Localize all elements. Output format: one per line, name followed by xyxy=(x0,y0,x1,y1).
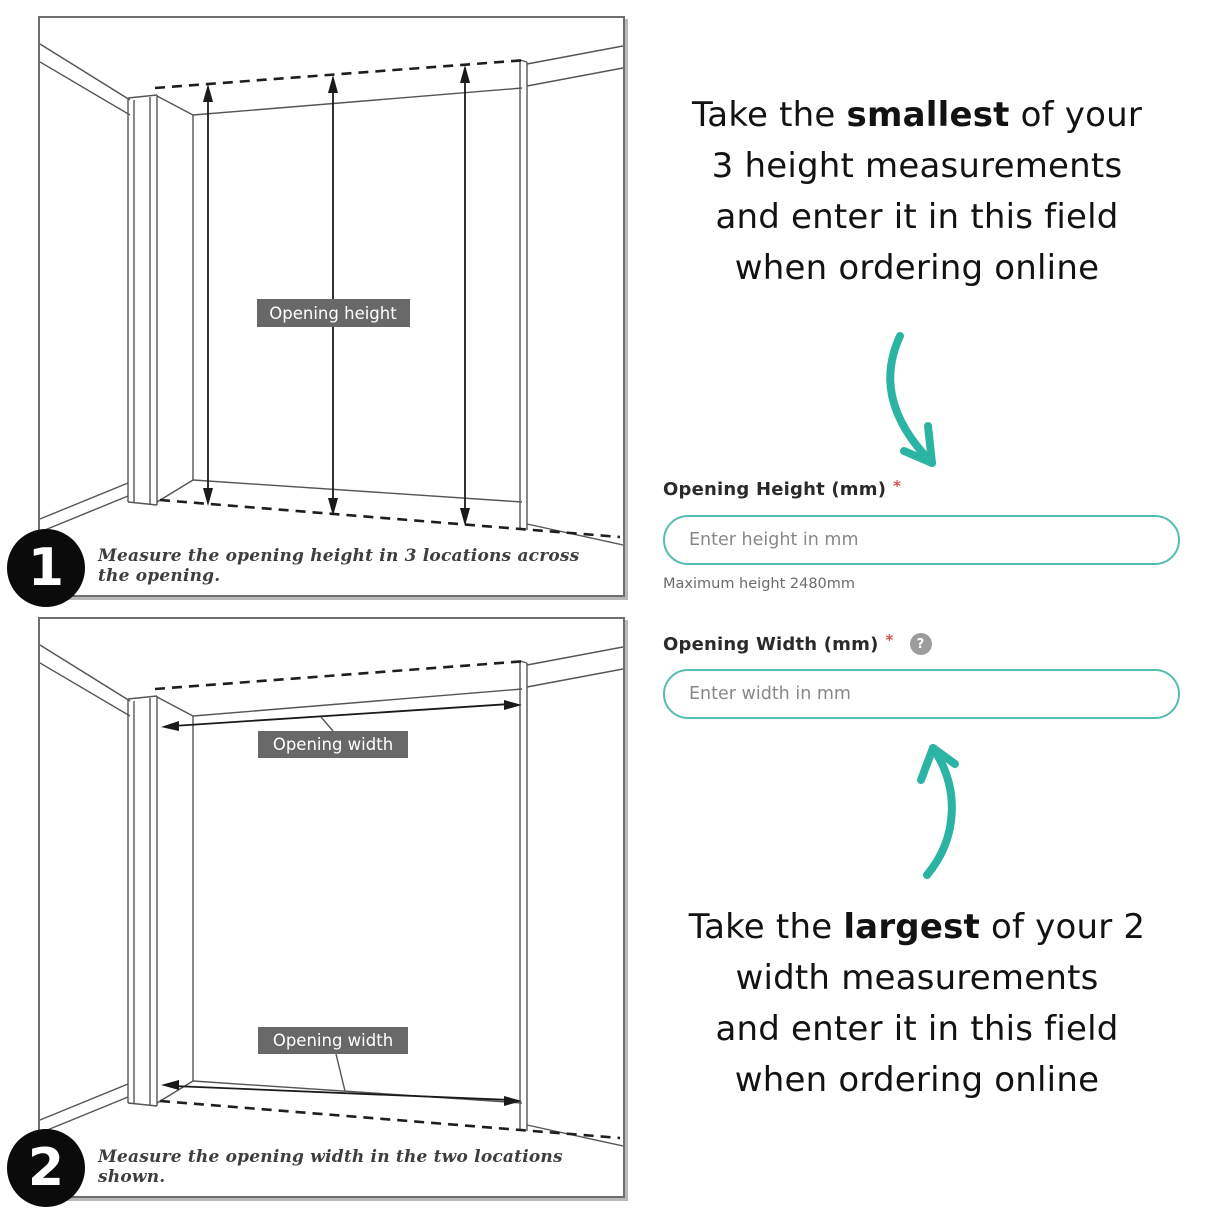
curved-arrow-down-icon xyxy=(858,323,970,478)
opening-width-input[interactable] xyxy=(663,669,1180,719)
instruction-line: width measurements xyxy=(735,958,1099,998)
room-outline xyxy=(40,645,623,1146)
width-diagram-caption: Measure the opening width in the two locations shown. xyxy=(98,1147,563,1187)
opening-height-label-text: Opening height xyxy=(269,304,397,323)
curved-arrow-up-icon xyxy=(888,736,988,886)
opening-width-label-top xyxy=(258,717,408,758)
measurement-dashed-lines xyxy=(155,60,620,537)
opening-height-label-text: Opening Height (mm) xyxy=(663,479,887,500)
help-icon[interactable]: ? xyxy=(910,633,932,655)
opening-width-label-bottom-text: Opening width xyxy=(272,1031,394,1050)
instruction-line: 3 height measurements xyxy=(711,146,1123,186)
max-height-helper-text: Maximum height 2480mm xyxy=(663,576,856,592)
required-asterisk: * xyxy=(893,476,902,495)
opening-width-label-top-text: Opening width xyxy=(272,735,394,754)
width-diagram-panel xyxy=(38,617,625,1198)
opening-width-label-bottom xyxy=(258,1027,408,1091)
height-measure-arrows xyxy=(203,65,470,526)
instruction-line: when ordering online xyxy=(734,1060,1100,1100)
opening-height-label xyxy=(257,299,410,327)
instruction-line: Take the smallest of your xyxy=(691,95,1143,135)
opening-width-label-text: Opening Width (mm) xyxy=(663,633,879,655)
step-2-badge: 2 xyxy=(7,1129,85,1207)
opening-height-label xyxy=(663,476,902,500)
width-diagram xyxy=(40,619,623,1147)
instruction-line: Take the largest of your 2 xyxy=(688,907,1146,947)
height-instruction-text xyxy=(652,90,1182,294)
opening-height-input[interactable] xyxy=(663,515,1180,565)
width-instruction-text xyxy=(652,902,1182,1106)
opening-width-label xyxy=(663,633,932,655)
instruction-line: and enter it in this field xyxy=(715,197,1119,237)
height-diagram-panel xyxy=(38,16,625,597)
height-diagram xyxy=(40,18,623,546)
step-1-badge: 1 xyxy=(7,529,85,607)
instruction-line: when ordering online xyxy=(734,248,1100,288)
instruction-line: and enter it in this field xyxy=(715,1009,1119,1049)
height-diagram-caption: Measure the opening height in 3 locations across the opening. xyxy=(98,546,580,586)
room-outline xyxy=(40,44,623,545)
required-asterisk: * xyxy=(885,631,894,649)
